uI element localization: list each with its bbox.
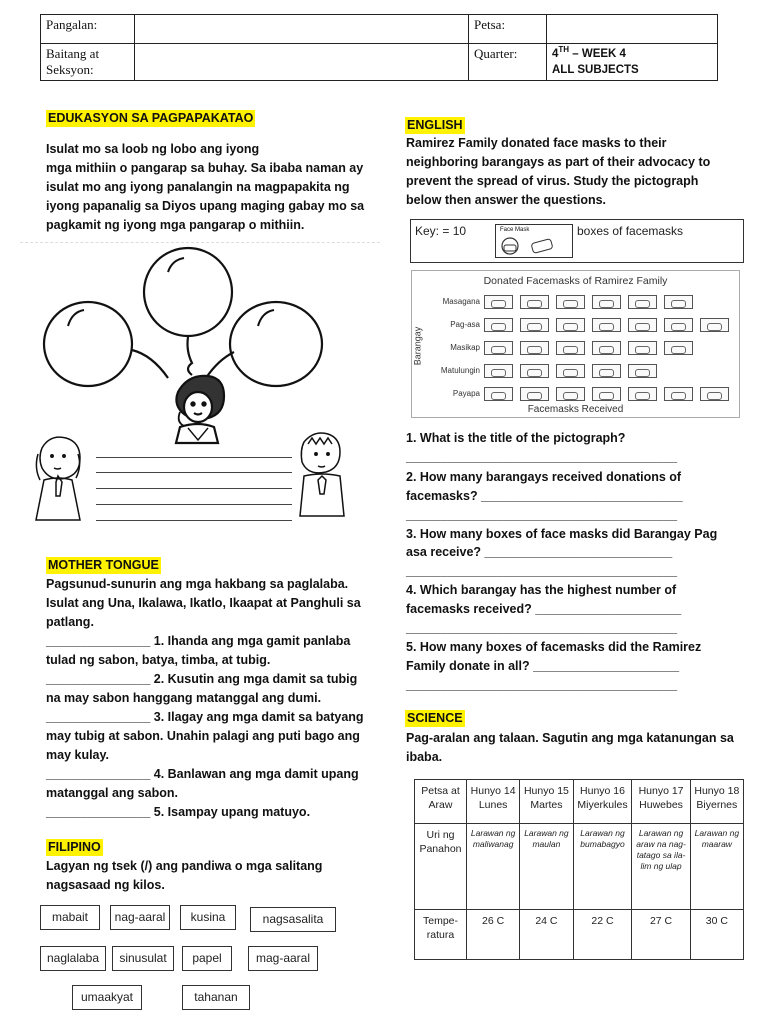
pictograph-row [484,387,729,401]
mt-step-line[interactable]: _______________ 5. Isampay upang matuyo. [46,805,311,819]
question-line[interactable]: asa receive? ___________________________ [406,545,673,560]
science-heading: SCIENCE [407,711,463,725]
prayer-line[interactable] [96,472,292,473]
facemask-box-icon [700,387,729,401]
baitang-label-line2: Seksyon: [46,62,94,77]
question-line: 5. How many boxes of facemasks did the Ramirez [406,639,702,654]
mt-intro-line: Isulat ang Una, Ikalawa, Ikatlo, Ikaapat at Panghuli sa [46,596,361,610]
word-box[interactable]: nag-aaral [110,905,170,930]
weather-cell: Larawan ng maliwanag [467,824,520,910]
quarter-label: Quarter: [469,44,547,81]
facemask-box-icon [592,387,621,401]
filipino-heading: FILIPINO [48,840,101,854]
facemask-box-icon [520,364,549,378]
key-label: Key: = 10 [415,224,467,238]
filipino-line: Lagyan ng tsek (/) ang pandiwa o mga salitang [46,859,323,873]
facemask-box-icon [664,295,693,309]
weather-cell: Larawan ng maaraw [690,824,743,910]
key-unit: boxes of facemasks [577,224,684,238]
word-box[interactable]: tahanan [182,985,250,1010]
temperature-cell: 24 C [520,910,573,960]
answer-line[interactable]: _______________________________________ [406,621,678,636]
baitang-field[interactable] [135,44,469,81]
english-intro-line: neighboring barangays as part of their advocacy to [406,155,711,169]
facemask-box-icon [664,387,693,401]
question-line: 3. How many boxes of face masks did Barangay Pag [406,526,718,541]
facemask-box-icon [484,387,513,401]
baitang-label-line1: Baitang at [46,46,100,61]
facemask-box-icon [484,364,513,378]
facemask-box-icon [520,341,549,355]
barangay-label: Masikap [450,343,480,352]
facemask-box-icon [520,318,549,332]
facemask-box-icon [628,318,657,332]
row-label-weather: Uri ng Panahon [415,824,467,910]
facemask-box-icon [628,387,657,401]
pictograph-key [410,219,744,263]
petsa-field[interactable] [547,15,718,44]
answer-line[interactable]: _______________________________________ [406,449,678,464]
date-cell: Hunyo 15 Martes [520,780,573,824]
facemask-box-icon [484,295,513,309]
english-intro-line: prevent the spread of virus. Study the pictograph [406,174,699,188]
mt-step-line[interactable]: _______________ 3. Ilagay ang mga damit sa batyang [46,710,364,724]
english-intro-line: below then answer the questions. [406,193,607,207]
pictograph-row [484,295,693,309]
facemask-box-icon [664,318,693,332]
quarter-number: 4 [552,48,559,60]
word-box[interactable]: umaakyat [72,985,142,1010]
praying-boy-illustration [300,433,344,516]
answer-line[interactable]: _______________________________________ [406,564,678,579]
mt-step-line: tulad ng sabon, batya, timba, at tubig. [46,653,271,667]
prayer-line[interactable] [96,504,292,505]
mt-intro-line: patlang. [46,615,94,629]
facemask-icon [500,235,570,257]
facemask-box-icon [592,295,621,309]
baitang-label [41,44,135,81]
temperature-cell: 27 C [632,910,690,960]
word-box[interactable]: mabait [40,905,100,930]
facemask-box-icon [592,318,621,332]
quarter-suffix: TH [558,45,570,55]
mt-step-line: may tubig at sabon. Unahin palagi ang puti bago ang [46,729,360,743]
question-line[interactable]: facemasks? _____________________________ [406,488,683,503]
all-subjects: ALL SUBJECTS [552,64,639,76]
weather-table [414,779,744,960]
science-line: ibaba. [406,750,443,764]
esp-heading: EDUKASYON SA PAGPAPAKATAO [48,111,254,125]
barangay-label: Masagana [442,297,480,306]
answer-line[interactable]: _______________________________________ [406,677,678,692]
row-label-date: Petsa at Araw [415,780,467,824]
balloons-illustration [28,242,368,542]
facemask-box-icon [628,295,657,309]
row-label-temperature: Tempe- ratura [415,910,467,960]
barangay-label: Pag-asa [450,320,480,329]
date-cell: Hunyo 14 Lunes [467,780,520,824]
prayer-line[interactable] [96,520,292,521]
word-box[interactable]: nagsasalita [250,907,336,932]
facemask-box-icon [700,318,729,332]
esp-instructions [46,140,364,235]
mother-tongue-heading: MOTHER TONGUE [48,558,159,572]
temperature-cell: 26 C [467,910,520,960]
petsa-label: Petsa: [469,15,547,44]
esp-line: isulat mo ang iyong panalangin na magpapakita ng [46,180,350,194]
facemask-box-icon [628,364,657,378]
english-heading: ENGLISH [407,118,463,132]
barangay-label: Matulungin [440,366,480,375]
temperature-cell: 22 C [573,910,632,960]
barangay-label: Payapa [452,389,480,398]
student-info-table [40,14,718,81]
question-line[interactable]: Family donate in all? _____________________ [406,658,680,673]
pictograph-xlabel: Facemasks Received [527,404,624,415]
mt-intro-line: Pagsunud-sunurin ang mga hakbang sa paglalaba. [46,577,349,591]
filipino-instructions [46,857,322,895]
word-box[interactable]: mag-aaral [248,946,318,971]
quarter-value [547,44,718,81]
facemask-box-icon [484,318,513,332]
weather-cell: Larawan ng bumabagyo [573,824,632,910]
pictograph-row [484,341,693,355]
facemask-box-icon [556,387,585,401]
mt-step-line[interactable]: _______________ 4. Banlawan ang mga damit upang [46,767,359,781]
date-cell: Hunyo 17 Huwebes [632,780,690,824]
esp-line: mga mithiin o pangarap sa buhay. Sa ibaba naman ay [46,161,364,175]
english-intro [406,134,710,210]
esp-line: Isulat mo sa loob ng lobo ang iyong [46,142,260,156]
science-instructions [406,729,734,767]
balloon-right [230,302,322,386]
mt-step-line: matanggal ang sabon. [46,786,178,800]
facemask-box-icon [495,224,573,258]
answer-line[interactable]: _______________________________________ [406,507,678,522]
question-line: 1. What is the title of the pictograph? [406,431,626,445]
word-box[interactable]: naglalaba [40,946,106,971]
word-box[interactable]: papel [182,946,232,971]
weather-cell: Larawan ng araw na nag- tatago sa ila- lim ng ulap [632,824,690,910]
esp-line: pagkamit ng iyong mga pangarap o mithiin. [46,218,305,232]
facemask-box-icon [556,364,585,378]
facemask-box-icon [520,295,549,309]
question-line: 4. Which barangay has the highest number of [406,583,677,598]
filipino-line: nagsasaad ng kilos. [46,878,165,892]
facemask-box-icon [556,295,585,309]
word-box[interactable]: sinusulat [112,946,174,971]
quarter-week: – WEEK 4 [569,48,626,60]
facemask-box-icon [628,341,657,355]
pictograph-title: Donated Facemasks of Ramirez Family [483,275,668,287]
key-box-text: Face Mask [500,227,530,233]
pangalan-field[interactable] [135,15,469,44]
date-cell: Hunyo 16 Miyerkules [573,780,632,824]
mother-tongue-instructions [46,575,364,822]
english-questions [406,429,717,695]
facemask-box-icon [556,341,585,355]
facemask-box-icon [520,387,549,401]
esp-line: iyong papanalig sa Diyos upang maging gabay mo sa [46,199,365,213]
facemask-box-icon [664,341,693,355]
temperature-cell: 30 C [690,910,743,960]
pangalan-label: Pangalan: [41,15,135,44]
facemask-box-icon [556,318,585,332]
mt-step-line: may kulay. [46,748,110,762]
facemask-box-icon [484,341,513,355]
question-line: 2. How many barangays received donations of [406,469,682,484]
prayer-line[interactable] [96,457,292,458]
mt-step-line[interactable]: _______________ 1. Ihanda ang mga gamit panlaba [46,634,351,648]
praying-girl-illustration [36,437,80,520]
science-line: Pag-aralan ang talaan. Sagutin ang mga katanungan sa [406,731,734,745]
question-line[interactable]: facemasks received? _____________________ [406,602,682,617]
weather-cell: Larawan ng maulan [520,824,573,910]
facemask-box-icon [592,341,621,355]
balloon-left [44,302,132,386]
word-box[interactable]: kusina [180,905,236,930]
pictograph [411,270,740,418]
prayer-line[interactable] [96,488,292,489]
pictograph-row [484,318,729,332]
facemask-box-icon [592,364,621,378]
mt-step-line[interactable]: _______________ 2. Kusutin ang mga damit sa tubig [46,672,358,686]
pictograph-row [484,364,657,378]
balloon-top [144,248,232,336]
date-cell: Hunyo 18 Biyernes [690,780,743,824]
mt-step-line: na may sabon hanggang matanggal ang dumi. [46,691,322,705]
english-intro-line: Ramirez Family donated face masks to their [406,136,667,150]
pictograph-ylabel: Barangay [412,326,423,366]
